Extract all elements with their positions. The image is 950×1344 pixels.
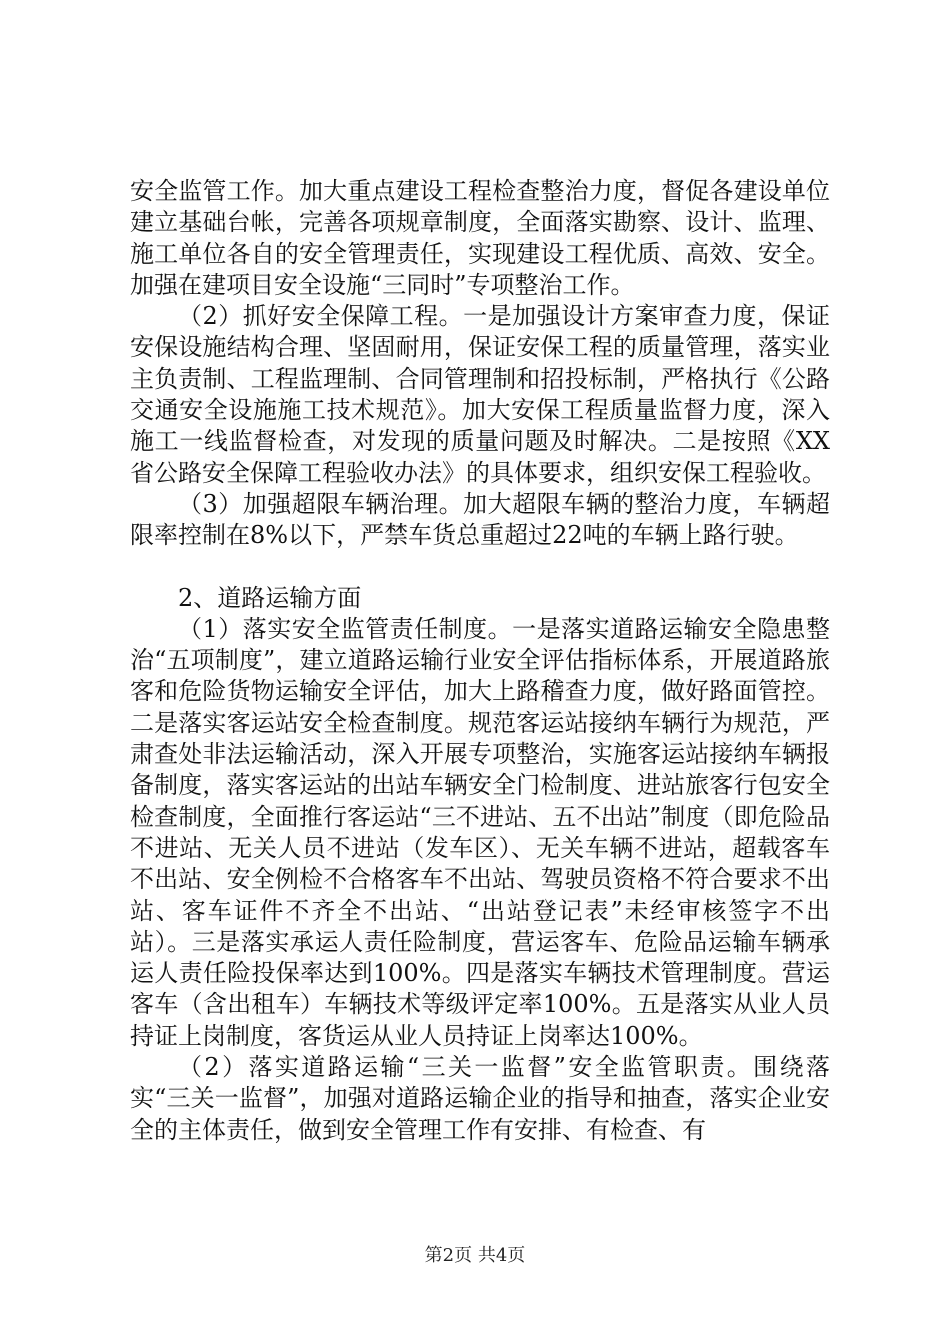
section-gap [130,552,830,583]
document-body [130,176,830,1146]
page-number-footer: 第2页 共4页 [424,1245,526,1266]
paragraph-safety-guarantee-project: （2）抓好安全保障工程。一是加强设计方案审查力度，保证安保设施结构合理、坚固耐用，保证安保工程的质量管理，落实业主负责制、工程监理制、合同管理制和招投标制，严格执行《公路交通安全设施施工技术规范》。加大安保工程质量监督力度，深入施工一线监督检查，对发现的质量问题及时解决。二是按照《XX省公路安全保障工程验收办法》的具体要求，组织安保工程验收。 [130,302,830,487]
section-heading-road-transport: 2、道路运输方面 [178,583,362,612]
paragraph-overload-vehicle-control: （3）加强超限车辆治理。加大超限车辆的整治力度，车辆超限率控制在8%以下，严禁车货总重超过22吨的车辆上路行驶。 [130,489,830,550]
paragraph-construction-safety: 安全监管工作。加大重点建设工程检查整治力度，督促各建设单位建立基础台帐，完善各项规章制度，全面落实勘察、设计、监理、施工单位各自的安全管理责任，实现建设工程优质、高效、安全。加强在建项目安全设施“三同时”专项整治工作。 [130,177,830,299]
paragraph-safety-supervision-system: （1）落实安全监管责任制度。一是落实道路运输安全隐患整治“五项制度”，建立道路运输行业安全评估指标体系，开展道路旅客和危险货物运输安全评估，加大上路稽查力度，做好路面管控。二是落实客运站安全检查制度。规范客运站接纳车辆行为规范，严肃查处非法运输活动，深入开展专项整治，实施客运站接纳车辆报备制度，落实客运站的出站车辆安全门检制度、进站旅客行包安全检查制度，全面推行客运站“三不进站、五不出站”制度（即危险品不进站、无关人员不进站（发车区）、无关车辆不进站，超载客车不出站、安全例检不合格客车不出站、驾驶员资格不符合要求不出站、客车证件不齐全不出站、“出站登记表”未经审核签字不出站）。三是落实承运人责任险制度，营运客车、危险品运输车辆承运人责任险投保率达到100%。四是落实车辆技术管理制度。营运客车（含出租车）车辆技术等级评定率100%。五是落实从业人员持证上岗制度，客货运从业人员持证上岗率达100%。 [130,614,830,1050]
paragraph-three-checks-one-supervision: （2）落实道路运输“三关一监督”安全监管职责。围绕落实“三关一监督”，加强对道路运输企业的指导和抽查，落实企业安全的主体责任，做到安全管理工作有安排、有检查、有 [130,1053,830,1144]
